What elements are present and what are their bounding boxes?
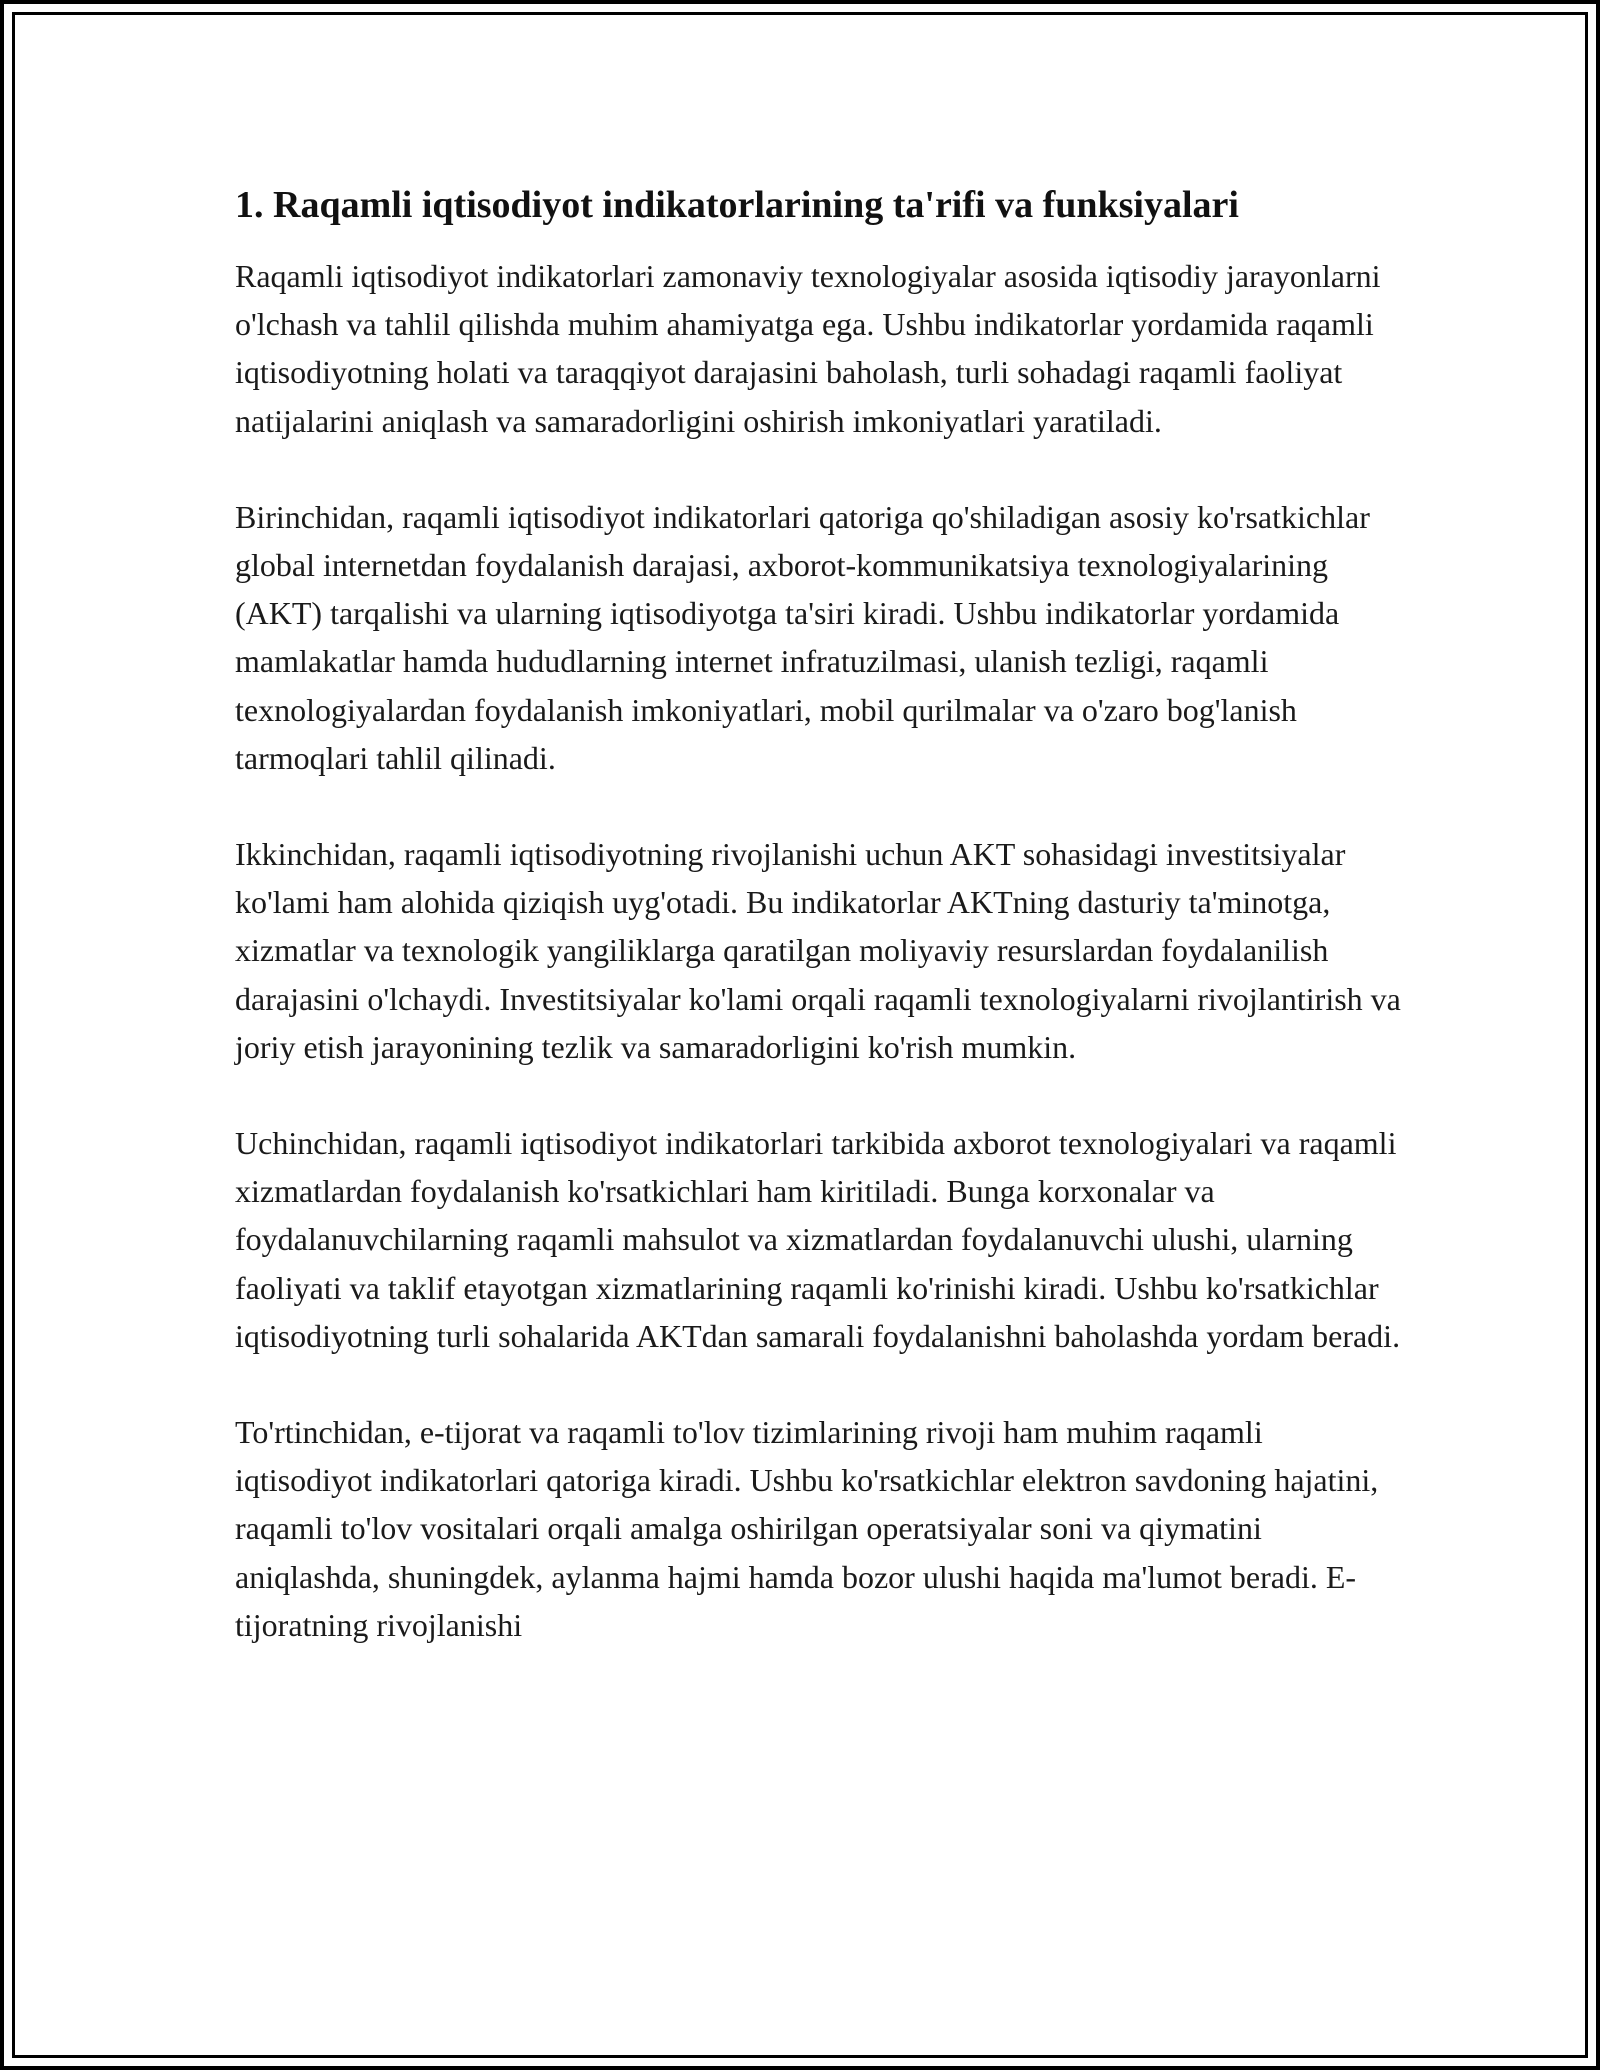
paragraph-second: Ikkinchidan, raqamli iqtisodiyotning rivojlanishi uchun AKT sohasidagi investitsiyalar ko'lami ham alohida qiziqish uyg'otadi. Bu indikatorlar AKTning dasturiy ta'minotga, xizmatlar va texnologik yangiliklarga qaratilgan moliyaviy resurslardan foydalanilish darajasini o'lchaydi. Investitsiyalar ko'lami orqali raqamli texnologiyalarni rivojlantirish va joriy etish jarayonining tezlik va samaradorligini ko'rish mumkin.: [235, 836, 1401, 1065]
document-body: [235, 178, 1405, 1697]
paragraph-first: Birinchidan, raqamli iqtisodiyot indikatorlari qatoriga qo'shiladigan asosiy ko'rsatkichlar global internetdan foydalanish darajasi, axborot-kommunikatsiya texnologiyalarining (AKT) tarqalishi va ularning iqtisodiyotga ta'siri kiradi. Ushbu indikatorlar yordamida mamlakatlar hamda hududlarning internet infratuzilmasi, ulanish tezligi, raqamli texnologiyalardan foydalanish imkoniyatlari, mobil qurilmalar va o'zaro bog'lanish tarmoqlari tahlil qilinadi.: [235, 498, 1370, 776]
paragraph-intro: Raqamli iqtisodiyot indikatorlari zamonaviy texnologiyalar asosida iqtisodiy jarayonlarni o'lchash va tahlil qilishda muhim ahamiyatga ega. Ushbu indikatorlar yordamida raqamli iqtisodiyotning holati va taraqqiyot darajasini baholash, turli sohadagi raqamli faoliyat natijalarini aniqlash va samaradorligini oshirish imkoniyatlari yaratiladi.: [235, 258, 1381, 439]
paragraph-third: Uchinchidan, raqamli iqtisodiyot indikatorlari tarkibida axborot texnologiyalari va raqamli xizmatlardan foydalanish ko'rsatkichlari ham kiritiladi. Bunga korxonalar va foydalanuvchilarning raqamli mahsulot va xizmatlardan foydalanuvchi ulushi, ularning faoliyati va taklif etayotgan xizmatlarining raqamli ko'rinishi kiradi. Ushbu ko'rsatkichlar iqtisodiyotning turli sohalarida AKTdan samarali foydalanishni baholashda yordam beradi.: [235, 1125, 1401, 1354]
paragraph-fourth: To'rtinchidan, e-tijorat va raqamli to'lov tizimlarining rivoji ham muhim raqamli iqtisodiyot indikatorlari qatoriga kiradi. Ushbu ko'rsatkichlar elektron savdoning hajatini, raqamli to'lov vositalari orqali amalga oshirilgan operatsiyalar soni va qiymatini aniqlashda, shuningdek, aylanma hajmi hamda bozor ulushi haqida ma'lumot beradi. E-tijoratning rivojlanishi: [235, 1414, 1379, 1643]
section-heading: 1. Raqamli iqtisodiyot indikatorlarining ta'rifi va funksiyalari: [235, 184, 1239, 226]
